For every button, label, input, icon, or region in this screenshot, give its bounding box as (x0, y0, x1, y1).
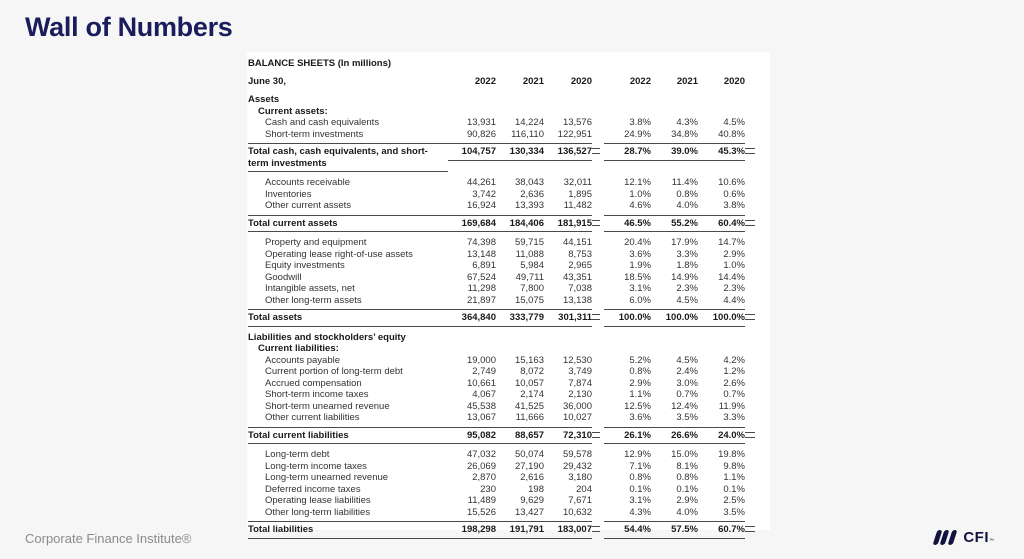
pct-cell: 100.0% (604, 309, 651, 327)
table-row (248, 495, 770, 507)
value-cell: 10,632 (562, 506, 592, 518)
value-cell: 32,011 (563, 177, 592, 188)
row-label: Long-term income taxes (265, 460, 367, 472)
pct-cell: 0.8% (629, 472, 651, 483)
row-label: Intangible assets, net (265, 283, 355, 294)
pct-year-column-header: 2020 (723, 76, 745, 87)
value-cell: 7,874 (568, 377, 592, 389)
row-label: Accrued compensation (265, 377, 362, 389)
spacer (592, 526, 600, 532)
row-label: Accounts payable (265, 354, 340, 366)
section-header-row (248, 94, 770, 106)
value-cell: 15,163 (514, 354, 544, 366)
pct-cell: 12.9% (624, 449, 651, 460)
value-cell: 50,074 (514, 449, 544, 460)
row-label: Current portion of long-term debt (265, 366, 403, 377)
pct-cell: 3.1% (629, 495, 651, 506)
logo-bar-icon (947, 530, 957, 545)
row-label: Goodwill (265, 271, 302, 283)
row-label: Cash and cash equivalents (265, 117, 380, 128)
row-label: Short-term unearned revenue (265, 400, 390, 412)
pct-cell: 6.0% (629, 294, 651, 306)
pct-cell: 14.7% (718, 237, 745, 248)
value-cell: 88,657 (496, 427, 544, 445)
value-cell: 11,298 (467, 283, 496, 294)
pct-cell: 2.3% (723, 283, 745, 294)
pct-cell: 3.1% (629, 283, 651, 294)
pct-cell: 12.5% (624, 400, 651, 412)
value-cell: 169,684 (448, 215, 496, 233)
value-cell: 72,310 (544, 427, 592, 445)
value-cell: 47,032 (466, 449, 496, 460)
row-label: Long-term unearned revenue (265, 472, 389, 483)
row-label: Liabilities and stockholders’ equity (248, 331, 406, 343)
row-label: Current liabilities: (258, 343, 339, 354)
pct-cell: 0.1% (629, 483, 651, 495)
pct-cell: 4.5% (723, 117, 745, 128)
pct-cell: 4.0% (676, 506, 698, 518)
value-cell: 2,749 (472, 366, 496, 377)
row-label: Operating lease liabilities (265, 495, 371, 506)
row-label: Inventories (265, 188, 312, 200)
value-cell: 2,130 (568, 389, 592, 400)
table-row (248, 129, 770, 141)
table-row (248, 389, 770, 401)
spacer (745, 432, 755, 438)
table-row (248, 378, 770, 390)
spacer (592, 220, 600, 226)
pct-cell: 0.6% (723, 188, 745, 200)
pct-cell: 40.8% (718, 128, 745, 140)
value-cell: 184,406 (496, 215, 544, 233)
pct-cell: 2.9% (629, 377, 651, 389)
pct-cell: 24.9% (624, 128, 651, 140)
pct-cell: 12.4% (671, 400, 698, 412)
value-cell: 7,671 (568, 495, 592, 506)
pct-cell: 54.4% (604, 521, 651, 539)
value-cell: 49,711 (515, 271, 544, 283)
spacer (745, 526, 755, 532)
total-row (248, 309, 770, 327)
pct-cell: 1.1% (629, 389, 651, 400)
pct-cell: 4.2% (723, 354, 745, 366)
table-row (248, 272, 770, 284)
value-cell: 90,826 (466, 128, 496, 140)
value-cell: 191,791 (496, 521, 544, 539)
cfi-logo (935, 529, 994, 546)
value-cell: 3,742 (472, 188, 496, 200)
value-cell: 15,526 (466, 506, 496, 518)
row-label: Other long-term liabilities (265, 506, 371, 518)
table-header-row (248, 76, 770, 88)
table-body (248, 94, 770, 539)
pct-cell: 1.9% (629, 260, 651, 271)
table-row (248, 117, 770, 129)
table-row (248, 461, 770, 473)
spacer (592, 432, 600, 438)
pct-cell: 20.4% (624, 237, 651, 248)
pct-cell: 2.6% (723, 377, 745, 389)
row-label: Total assets (248, 309, 448, 327)
pct-cell: 55.2% (651, 215, 698, 233)
value-cell: 7,038 (568, 283, 592, 294)
table-row (248, 507, 770, 519)
value-cell: 11,482 (563, 200, 592, 211)
row-label: Assets (248, 94, 280, 105)
pct-cell: 28.7% (604, 143, 651, 161)
pct-cell: 60.7% (698, 521, 745, 539)
pct-year-column-header: 2022 (629, 76, 651, 87)
table-row (248, 249, 770, 261)
value-cell: 1,895 (568, 188, 592, 200)
value-cell: 13,427 (514, 506, 544, 518)
pct-cell: 1.2% (723, 366, 745, 377)
pct-cell: 11.9% (718, 400, 745, 412)
row-label: Long-term debt (265, 449, 330, 460)
pct-cell: 26.6% (651, 427, 698, 445)
pct-cell: 2.9% (676, 495, 698, 506)
date-label: June 30, (248, 76, 287, 87)
pct-cell: 3.8% (723, 200, 745, 211)
pct-cell: 3.5% (676, 412, 698, 423)
cfi-logo-bars-icon (935, 530, 958, 545)
pct-cell: 100.0% (651, 309, 698, 327)
pct-cell: 1.0% (629, 188, 651, 200)
value-cell: 13,148 (466, 248, 496, 260)
value-cell: 2,174 (520, 389, 544, 400)
value-cell: 74,398 (466, 237, 496, 248)
row-label: Equity investments (265, 260, 345, 271)
value-cell: 3,180 (568, 472, 592, 483)
pct-cell: 2.5% (723, 495, 745, 506)
pct-cell: 24.0% (698, 427, 745, 445)
total-row (248, 215, 770, 233)
value-cell: 11,666 (515, 412, 544, 423)
value-cell: 230 (480, 483, 496, 495)
value-cell: 19,000 (466, 354, 496, 366)
section-header-row (248, 332, 770, 344)
value-cell: 14,224 (514, 117, 544, 128)
subsection-header-row (248, 343, 770, 355)
total-row (248, 143, 770, 172)
value-cell: 8,753 (568, 248, 592, 260)
row-label: Property and equipment (265, 237, 367, 248)
value-cell: 198,298 (448, 521, 496, 539)
table-row (248, 189, 770, 201)
value-cell: 136,527 (544, 143, 592, 161)
pct-cell: 2.4% (676, 366, 698, 377)
value-cell: 45,538 (466, 400, 496, 412)
value-cell: 11,088 (515, 248, 544, 260)
value-cell: 29,432 (562, 460, 592, 472)
row-label: Other current liabilities (265, 412, 360, 423)
subsection-header-row (248, 106, 770, 118)
value-cell: 204 (576, 483, 592, 495)
table-row (248, 449, 770, 461)
pct-cell: 2.9% (723, 248, 745, 260)
value-cell: 301,311 (544, 309, 592, 327)
value-cell: 2,636 (520, 188, 544, 200)
row-label: Total current liabilities (248, 427, 448, 445)
cfi-logo-text: CFI (963, 529, 989, 546)
page-title: Wall of Numbers (25, 12, 233, 42)
year-column-header: 2022 (474, 76, 496, 87)
spacer (592, 314, 600, 320)
table-row (248, 401, 770, 413)
table-row (248, 472, 770, 484)
pct-cell: 9.8% (723, 460, 745, 472)
pct-cell: 4.3% (629, 506, 651, 518)
value-cell: 15,075 (514, 294, 544, 306)
pct-cell: 3.6% (629, 248, 651, 260)
pct-cell: 3.3% (723, 412, 745, 423)
pct-cell: 8.1% (676, 460, 698, 472)
balance-sheet-panel (247, 52, 770, 535)
pct-cell: 7.1% (629, 460, 651, 472)
pct-cell: 57.5% (651, 521, 698, 539)
value-cell: 13,576 (562, 117, 592, 128)
table-row (248, 295, 770, 307)
table-row (248, 366, 770, 378)
pct-cell: 14.9% (671, 271, 698, 283)
pct-cell: 4.5% (676, 294, 698, 306)
value-cell: 104,757 (448, 143, 496, 161)
pct-cell: 4.0% (676, 200, 698, 211)
total-row (248, 427, 770, 445)
pct-cell: 100.0% (698, 309, 745, 327)
pct-cell: 45.3% (698, 143, 745, 161)
row-label: Total current assets (248, 215, 448, 233)
pct-cell: 3.3% (676, 248, 698, 260)
year-column-header: 2020 (570, 76, 592, 87)
value-cell: 44,151 (562, 237, 592, 248)
value-cell: 130,334 (496, 143, 544, 161)
pct-cell: 0.1% (676, 483, 698, 495)
pct-cell: 39.0% (651, 143, 698, 161)
value-cell: 36,000 (562, 400, 592, 412)
row-label: Short-term investments (265, 128, 364, 140)
table-row (248, 283, 770, 295)
value-cell: 38,043 (514, 177, 544, 188)
table-row (248, 355, 770, 367)
trademark-symbol: ™ (989, 538, 994, 544)
value-cell: 4,067 (472, 389, 496, 400)
value-cell: 6,891 (472, 260, 496, 271)
value-cell: 11,489 (467, 495, 496, 506)
table-row (248, 412, 770, 424)
row-label: Current assets: (258, 105, 328, 117)
value-cell: 13,393 (514, 200, 544, 211)
total-row (248, 521, 770, 539)
value-cell: 27,190 (514, 460, 544, 472)
pct-cell: 18.5% (624, 271, 651, 283)
value-cell: 333,779 (496, 309, 544, 327)
value-cell: 12,530 (562, 354, 592, 366)
pct-cell: 34.8% (671, 128, 698, 140)
pct-cell: 4.5% (676, 354, 698, 366)
row-label: Accounts receivable (265, 177, 351, 188)
value-cell: 2,965 (568, 260, 592, 271)
pct-cell: 1.8% (676, 260, 698, 271)
year-column-header: 2021 (522, 76, 544, 87)
pct-cell: 15.0% (671, 449, 698, 460)
pct-cell: 0.7% (723, 389, 745, 400)
pct-cell: 0.8% (629, 366, 651, 377)
spacer (745, 148, 755, 154)
pct-cell: 17.9% (671, 237, 698, 248)
pct-cell: 0.8% (676, 188, 698, 200)
table-row (248, 177, 770, 189)
row-label: Other current assets (265, 200, 352, 211)
value-cell: 16,924 (466, 200, 496, 211)
pct-cell: 0.1% (723, 483, 745, 495)
value-cell: 59,715 (514, 237, 544, 248)
pct-year-column-header: 2021 (676, 76, 698, 87)
value-cell: 26,069 (466, 460, 496, 472)
value-cell: 9,629 (520, 495, 544, 506)
pct-cell: 3.8% (629, 117, 651, 128)
value-cell: 122,951 (557, 128, 592, 140)
value-cell: 95,082 (448, 427, 496, 445)
pct-cell: 3.0% (676, 377, 698, 389)
pct-cell: 3.5% (723, 506, 745, 518)
pct-cell: 2.3% (676, 283, 698, 294)
value-cell: 2,870 (472, 472, 496, 483)
pct-cell: 4.3% (676, 117, 698, 128)
table-row (248, 484, 770, 496)
value-cell: 10,057 (514, 377, 544, 389)
value-cell: 43,351 (562, 271, 592, 283)
value-cell: 198 (528, 483, 544, 495)
row-label: Deferred income taxes (265, 483, 361, 495)
pct-cell: 0.7% (676, 389, 698, 400)
value-cell: 2,616 (520, 472, 544, 483)
pct-cell: 0.8% (676, 472, 698, 483)
value-cell: 44,261 (466, 177, 496, 188)
table-title: BALANCE SHEETS (In millions) (248, 58, 392, 69)
value-cell: 10,661 (466, 377, 496, 389)
pct-cell: 5.2% (629, 354, 651, 366)
pct-cell: 14.4% (718, 271, 745, 283)
value-cell: 41,525 (514, 400, 544, 412)
spacer (745, 220, 755, 226)
value-cell: 181,915 (544, 215, 592, 233)
value-cell: 13,138 (562, 294, 592, 306)
value-cell: 10,027 (562, 412, 592, 423)
pct-cell: 1.0% (723, 260, 745, 271)
footer-brand-text: Corporate Finance Institute® (25, 531, 192, 546)
pct-cell: 1.1% (723, 472, 745, 483)
spacer (745, 314, 755, 320)
row-label: Total cash, cash equivalents, and short-term investments (248, 143, 448, 172)
value-cell: 183,007 (544, 521, 592, 539)
row-label: Operating lease right-of-use assets (265, 248, 413, 260)
value-cell: 59,578 (562, 449, 592, 460)
table-row (248, 260, 770, 272)
value-cell: 7,800 (520, 283, 544, 294)
value-cell: 3,749 (568, 366, 592, 377)
pct-cell: 60.4% (698, 215, 745, 233)
pct-cell: 46.5% (604, 215, 651, 233)
row-label: Other long-term assets (265, 294, 362, 306)
value-cell: 5,984 (520, 260, 544, 271)
pct-cell: 11.4% (671, 177, 698, 188)
value-cell: 67,524 (466, 271, 496, 283)
row-label: Total liabilities (248, 521, 448, 539)
pct-cell: 26.1% (604, 427, 651, 445)
value-cell: 8,072 (520, 366, 544, 377)
pct-cell: 4.4% (723, 294, 745, 306)
spacer (592, 148, 600, 154)
value-cell: 116,110 (511, 128, 544, 140)
value-cell: 13,067 (466, 412, 496, 423)
pct-cell: 10.6% (718, 177, 745, 188)
value-cell: 13,931 (466, 117, 496, 128)
table-row (248, 237, 770, 249)
pct-cell: 19.8% (718, 449, 745, 460)
table-row (248, 200, 770, 212)
value-cell: 21,897 (466, 294, 496, 306)
value-cell: 364,840 (448, 309, 496, 327)
row-label: Short-term income taxes (265, 389, 369, 400)
pct-cell: 4.6% (629, 200, 651, 211)
pct-cell: 3.6% (629, 412, 651, 423)
pct-cell: 12.1% (624, 177, 651, 188)
